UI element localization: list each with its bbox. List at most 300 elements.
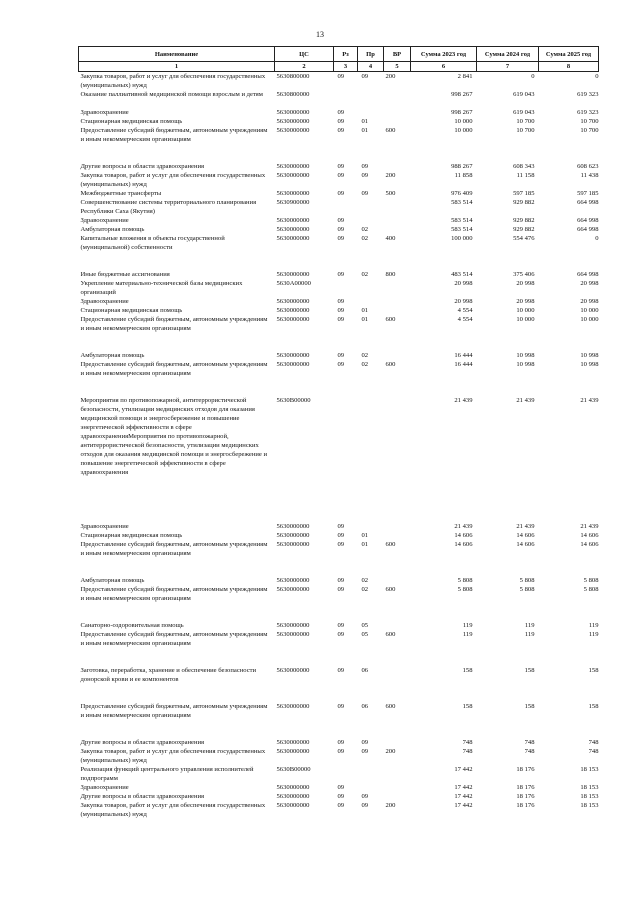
row-sum-2023: 748	[462, 748, 473, 755]
column-number: 4	[358, 62, 384, 72]
row-sum-2023: 119	[462, 622, 473, 629]
row-sum-2023: 583 514	[451, 199, 473, 206]
row-name: Иные бюджетные ассигнования	[80, 271, 170, 278]
row-rz: 09	[337, 523, 345, 530]
row-cs-code: 5630000000	[276, 217, 310, 224]
row-sum-2023: 4 554	[457, 307, 473, 314]
row-vr: 600	[385, 127, 396, 134]
row-sum-2023: 14 606	[454, 541, 473, 548]
row-sum-2024: 20 998	[516, 280, 535, 287]
table-row	[79, 225, 599, 234]
row-vr: 600	[385, 361, 396, 368]
row-sum-2025: 18 153	[580, 793, 599, 800]
row-cs-code: 5630000000	[276, 586, 310, 593]
row-sum-2025: 18 153	[580, 802, 599, 809]
row-cs-code: 5630000000	[276, 163, 310, 170]
row-sum-2024: 619 043	[513, 109, 535, 116]
table-row	[79, 279, 599, 297]
row-vr	[384, 198, 411, 216]
table-row	[79, 351, 599, 360]
row-sum-2025: 20 998	[580, 280, 599, 287]
row-name: Здравоохранение	[80, 523, 129, 530]
row-rz: 09	[337, 73, 345, 80]
row-rz: 09	[337, 739, 345, 746]
row-vr: 800	[385, 271, 396, 278]
row-rz: 09	[337, 109, 345, 116]
row-cs-code: 5630000000	[276, 577, 310, 584]
row-sum-2024: 20 998	[516, 298, 535, 305]
table-row	[79, 540, 599, 576]
row-cs-code: 5630000000	[276, 316, 310, 323]
row-vr: 600	[385, 631, 396, 638]
row-sum-2023: 10 000	[454, 127, 473, 134]
row-cs-code: 5630000000	[276, 622, 310, 629]
row-sum-2025: 158	[588, 667, 599, 674]
row-name: Капитальные вложения в объекты государственной (муниципальной) собственности	[80, 235, 225, 251]
table-row	[79, 522, 599, 531]
row-pr	[358, 108, 384, 117]
row-cs-code: 5630000000	[276, 541, 310, 548]
row-rz: 09	[337, 577, 345, 584]
row-vr	[384, 666, 411, 702]
row-pr: 09	[361, 190, 369, 197]
row-sum-2023: 17 442	[454, 784, 473, 791]
row-pr: 02	[361, 361, 369, 368]
row-name: Здравоохранение	[80, 109, 129, 116]
row-sum-2025: 119	[588, 622, 599, 629]
table-row	[79, 297, 599, 306]
table-row	[79, 306, 599, 315]
row-vr	[384, 225, 411, 234]
row-pr	[358, 783, 384, 792]
row-name: Предоставление субсидий бюджетным, автономным учреждениям и иным некоммерческим организациям	[80, 541, 268, 557]
row-cs-code: 5630000000	[276, 127, 310, 134]
row-sum-2024: 119	[524, 622, 535, 629]
row-sum-2024: 0	[531, 73, 535, 80]
row-rz	[334, 396, 358, 522]
row-sum-2024: 14 606	[516, 541, 535, 548]
table-row	[79, 90, 599, 108]
row-vr: 200	[385, 73, 396, 80]
row-sum-2025: 10 700	[580, 127, 599, 134]
row-pr: 02	[361, 577, 369, 584]
row-pr: 09	[361, 172, 369, 179]
row-sum-2024: 14 606	[516, 532, 535, 539]
table-row	[79, 738, 599, 747]
table-row	[79, 630, 599, 666]
row-sum-2023: 483 514	[451, 271, 473, 278]
row-cs-code: 5630A00000	[276, 280, 311, 287]
row-cs-code: 5630000000	[276, 793, 310, 800]
row-sum-2023: 20 998	[454, 280, 473, 287]
row-vr	[384, 162, 411, 171]
row-cs-code: 5630000000	[276, 190, 310, 197]
row-name: Стационарная медицинская помощь	[80, 118, 183, 125]
row-sum-2025: 10 998	[580, 361, 599, 368]
row-rz: 09	[337, 622, 345, 629]
row-sum-2024: 554 476	[513, 235, 535, 242]
row-cs-code: 5630800000	[276, 73, 310, 80]
row-vr	[384, 297, 411, 306]
row-vr	[384, 306, 411, 315]
row-pr: 06	[361, 667, 369, 674]
row-rz: 09	[337, 235, 345, 242]
table-row	[79, 198, 599, 216]
row-sum-2024: 18 176	[516, 784, 535, 791]
row-sum-2025: 619 323	[577, 91, 599, 98]
row-name: Мероприятия по противопожарной, антитеррористической безопасности, утилизации медицинских отходов для оказания медицинской помощи и энергосбережение и повышение энергетической эффективности в сфере здравоохраненияМероприятия по противопожарной, антитеррористической безопасности, утилизации медицинских отходов для оказания медицинской помощи и энергосбережение и повышение энергетической эффективности в сфере здравоохранения	[80, 397, 267, 476]
row-sum-2025: 619 323	[577, 109, 599, 116]
row-sum-2023: 748	[462, 739, 473, 746]
row-sum-2025: 18 153	[580, 766, 599, 773]
row-vr	[384, 279, 411, 297]
row-sum-2025: 10 000	[580, 307, 599, 314]
column-number: 5	[384, 62, 411, 72]
column-number: 6	[411, 62, 477, 72]
row-name: Амбулаторная помощь	[80, 226, 145, 233]
row-name: Межбюджетные трансферты	[80, 190, 162, 197]
row-rz: 09	[337, 316, 345, 323]
row-sum-2024: 10 000	[516, 307, 535, 314]
row-sum-2025: 119	[588, 631, 599, 638]
row-cs-code: 5630B00000	[276, 766, 311, 773]
row-sum-2025: 21 439	[580, 397, 599, 404]
header-sum-2025: Сумма 2025 год	[539, 47, 599, 62]
row-vr	[384, 117, 411, 126]
row-sum-2025: 664 998	[577, 271, 599, 278]
row-cs-code: 5630000000	[276, 361, 310, 368]
column-number: 8	[539, 62, 599, 72]
row-sum-2023: 119	[462, 631, 473, 638]
row-sum-2023: 998 267	[451, 109, 473, 116]
row-sum-2024: 158	[524, 667, 535, 674]
row-pr: 06	[361, 703, 369, 710]
header-sum-2024: Сумма 2024 год	[477, 47, 539, 62]
row-pr	[358, 279, 384, 297]
row-pr: 05	[361, 631, 369, 638]
row-sum-2023: 976 409	[451, 190, 473, 197]
row-name: Закупка товаров, работ и услуг для обеспечения государственных (муниципальных) нужд	[80, 172, 266, 188]
row-sum-2024: 10 700	[516, 118, 535, 125]
row-vr	[384, 216, 411, 225]
row-sum-2023: 11 858	[454, 172, 473, 179]
row-cs-code: 5630000000	[276, 298, 310, 305]
row-rz: 09	[337, 586, 345, 593]
row-sum-2024: 5 808	[519, 586, 535, 593]
row-vr	[384, 621, 411, 630]
row-name: Закупка товаров, работ и услуг для обеспечения государственных (муниципальных) нужд	[80, 748, 266, 764]
row-pr: 01	[361, 127, 369, 134]
row-sum-2024: 10 998	[516, 361, 535, 368]
row-cs-code: 5630800000	[276, 91, 310, 98]
table-row	[79, 315, 599, 351]
row-sum-2023: 16 444	[454, 352, 473, 359]
row-sum-2025: 158	[588, 703, 599, 710]
row-rz: 09	[337, 361, 345, 368]
row-pr: 09	[361, 73, 369, 80]
row-sum-2025: 664 998	[577, 199, 599, 206]
row-sum-2023: 17 442	[454, 766, 473, 773]
row-name: Реализация функций центрального управления исполнителей подпрограмм	[80, 766, 254, 782]
row-name: Заготовка, переработка, хранение и обеспечение безопасности донорской крови и ее компонентов	[80, 667, 257, 683]
row-sum-2023: 21 439	[454, 523, 473, 530]
row-vr: 600	[385, 541, 396, 548]
row-sum-2023: 17 442	[454, 793, 473, 800]
row-name: Стационарная медицинская помощь	[80, 532, 183, 539]
table-row	[79, 171, 599, 189]
row-sum-2024: 21 439	[516, 397, 535, 404]
table-row	[79, 783, 599, 792]
row-vr	[384, 351, 411, 360]
row-cs-code: 5630B00000	[276, 397, 311, 404]
header-rz: Рз	[334, 47, 358, 62]
row-rz: 09	[337, 307, 345, 314]
row-name: Другие вопросы в области здравоохранения	[80, 163, 205, 170]
row-name: Предоставление субсидий бюджетным, автономным учреждениям и иным некоммерческим организациям	[80, 586, 268, 602]
table-row	[79, 189, 599, 198]
header-vr: ВР	[384, 47, 411, 62]
row-sum-2024: 158	[524, 703, 535, 710]
row-name: Закупка товаров, работ и услуг для обеспечения государственных (муниципальных) нужд	[80, 802, 266, 818]
table-row	[79, 765, 599, 783]
row-rz: 09	[337, 532, 345, 539]
row-pr	[358, 198, 384, 216]
row-rz: 09	[337, 163, 345, 170]
row-sum-2025: 14 606	[580, 532, 599, 539]
row-sum-2024: 21 439	[516, 523, 535, 530]
row-sum-2025: 608 623	[577, 163, 599, 170]
row-name: Оказание паллиативной медицинской помощи взрослым и детям	[80, 91, 263, 98]
row-rz: 09	[337, 352, 345, 359]
row-vr	[384, 90, 411, 108]
row-sum-2024: 5 808	[519, 577, 535, 584]
row-sum-2025: 21 439	[580, 523, 599, 530]
row-sum-2024: 929 882	[513, 226, 535, 233]
row-vr	[384, 576, 411, 585]
row-sum-2023: 2 841	[457, 73, 473, 80]
table-row	[79, 396, 599, 522]
table-row	[79, 270, 599, 279]
row-sum-2024: 929 882	[513, 217, 535, 224]
row-sum-2023: 20 998	[454, 298, 473, 305]
row-sum-2024: 597 185	[513, 190, 535, 197]
row-sum-2023: 158	[462, 667, 473, 674]
row-cs-code: 5630000000	[276, 748, 310, 755]
row-pr	[358, 522, 384, 531]
row-name: Санаторно-оздоровительная помощь	[80, 622, 184, 629]
row-rz	[334, 765, 358, 783]
row-name: Здравоохранение	[80, 784, 129, 791]
row-rz: 09	[337, 226, 345, 233]
row-sum-2025: 0	[595, 235, 599, 242]
row-sum-2024: 608 343	[513, 163, 535, 170]
row-cs-code: 5630000000	[276, 631, 310, 638]
row-pr: 02	[361, 235, 369, 242]
row-vr: 600	[385, 586, 396, 593]
row-pr	[358, 765, 384, 783]
table-row	[79, 117, 599, 126]
row-sum-2023: 100 000	[451, 235, 473, 242]
row-name: Закупка товаров, работ и услуг для обеспечения государственных (муниципальных) нужд	[80, 73, 266, 89]
row-sum-2025: 748	[588, 748, 599, 755]
row-rz: 09	[337, 793, 345, 800]
row-sum-2025: 18 153	[580, 784, 599, 791]
table-row	[79, 702, 599, 738]
row-sum-2024: 619 043	[513, 91, 535, 98]
row-sum-2024: 375 406	[513, 271, 535, 278]
row-sum-2025: 10 998	[580, 352, 599, 359]
header-name: Наименование	[79, 47, 275, 62]
row-vr	[384, 531, 411, 540]
row-pr: 05	[361, 622, 369, 629]
row-vr	[384, 738, 411, 747]
row-name: Здравоохранение	[80, 217, 129, 224]
row-cs-code: 5630000000	[276, 523, 310, 530]
row-name: Стационарная медицинская помощь	[80, 307, 183, 314]
row-cs-code: 5630000000	[276, 532, 310, 539]
row-sum-2025: 5 808	[583, 586, 599, 593]
row-pr	[358, 297, 384, 306]
row-rz: 09	[337, 271, 345, 278]
row-sum-2024: 929 882	[513, 199, 535, 206]
row-vr: 400	[385, 235, 396, 242]
row-pr	[358, 216, 384, 225]
table-row	[79, 666, 599, 702]
row-name: Предоставление субсидий бюджетным, автономным учреждениям и иным некоммерческим организациям	[80, 703, 268, 719]
row-vr	[384, 522, 411, 531]
row-sum-2023: 998 267	[451, 91, 473, 98]
table-row	[79, 216, 599, 225]
row-rz: 09	[337, 118, 345, 125]
row-rz: 09	[337, 190, 345, 197]
row-rz: 09	[337, 127, 345, 134]
row-sum-2024: 18 176	[516, 802, 535, 809]
table-row	[79, 162, 599, 171]
column-number: 7	[477, 62, 539, 72]
row-pr	[358, 90, 384, 108]
row-pr: 09	[361, 163, 369, 170]
row-sum-2024: 748	[524, 748, 535, 755]
column-number: 2	[275, 62, 334, 72]
row-sum-2025: 20 998	[580, 298, 599, 305]
row-sum-2024: 11 158	[516, 172, 535, 179]
row-pr: 02	[361, 586, 369, 593]
row-cs-code: 5630000000	[276, 226, 310, 233]
table-row	[79, 234, 599, 270]
row-cs-code: 5630900000	[276, 199, 310, 206]
row-pr: 09	[361, 748, 369, 755]
row-sum-2023: 14 606	[454, 532, 473, 539]
row-vr: 200	[385, 802, 396, 809]
row-name: Укрепление материально-технической базы медицинских организаций	[80, 280, 243, 296]
row-rz: 09	[337, 631, 345, 638]
row-vr: 200	[385, 748, 396, 755]
row-sum-2023: 4 554	[457, 316, 473, 323]
row-vr	[384, 108, 411, 117]
table-row	[79, 792, 599, 801]
header-pr: Пр	[358, 47, 384, 62]
row-sum-2023: 158	[462, 703, 473, 710]
column-number-row	[79, 62, 599, 72]
header-sum-2023: Сумма 2023 год	[411, 47, 477, 62]
row-cs-code: 5630000000	[276, 118, 310, 125]
row-sum-2025: 0	[595, 73, 599, 80]
row-vr	[384, 792, 411, 801]
budget-table	[78, 46, 599, 819]
table-header-row	[79, 47, 599, 62]
row-name: Предоставление субсидий бюджетным, автономным учреждениям и иным некоммерческим организациям	[80, 127, 268, 143]
row-rz: 09	[337, 172, 345, 179]
row-vr: 600	[385, 703, 396, 710]
row-sum-2025: 664 998	[577, 226, 599, 233]
row-rz: 09	[337, 667, 345, 674]
row-sum-2025: 14 606	[580, 541, 599, 548]
row-sum-2023: 5 808	[457, 586, 473, 593]
page-number: 13	[316, 30, 324, 39]
row-sum-2025: 748	[588, 739, 599, 746]
row-rz: 09	[337, 217, 345, 224]
row-sum-2023: 17 442	[454, 802, 473, 809]
row-pr: 01	[361, 118, 369, 125]
row-sum-2023: 10 000	[454, 118, 473, 125]
row-rz: 09	[337, 748, 345, 755]
row-pr: 09	[361, 739, 369, 746]
table-row	[79, 108, 599, 117]
row-sum-2025: 10 000	[580, 316, 599, 323]
row-rz: 09	[337, 703, 345, 710]
row-name: Совершенствование системы территориального планирования Республики Саха (Якутия)	[80, 199, 257, 215]
row-sum-2024: 119	[524, 631, 535, 638]
row-pr: 09	[361, 802, 369, 809]
row-name: Другие вопросы в области здравоохранения	[80, 793, 205, 800]
row-pr: 01	[361, 307, 369, 314]
row-cs-code: 5630000000	[276, 109, 310, 116]
row-name: Здравоохранение	[80, 298, 129, 305]
row-cs-code: 5630000000	[276, 784, 310, 791]
row-sum-2024: 10 998	[516, 352, 535, 359]
row-rz	[334, 279, 358, 297]
row-cs-code: 5630000000	[276, 172, 310, 179]
table-row	[79, 531, 599, 540]
row-sum-2023: 583 514	[451, 226, 473, 233]
row-rz: 09	[337, 541, 345, 548]
table-row	[79, 747, 599, 765]
row-sum-2023: 5 808	[457, 577, 473, 584]
row-sum-2025: 597 185	[577, 190, 599, 197]
row-sum-2023: 21 439	[454, 397, 473, 404]
row-sum-2025: 5 808	[583, 577, 599, 584]
row-cs-code: 5630000000	[276, 307, 310, 314]
row-name: Предоставление субсидий бюджетным, автономным учреждениям и иным некоммерческим организациям	[80, 316, 268, 332]
row-rz	[334, 198, 358, 216]
table-row	[79, 585, 599, 621]
row-sum-2024: 10 000	[516, 316, 535, 323]
row-vr	[384, 765, 411, 783]
row-sum-2025: 11 438	[580, 172, 599, 179]
row-cs-code: 5630000000	[276, 271, 310, 278]
header-cs: ЦС	[275, 47, 334, 62]
row-vr: 600	[385, 316, 396, 323]
row-name: Предоставление субсидий бюджетным, автономным учреждениям и иным некоммерческим организациям	[80, 361, 268, 377]
row-sum-2025: 664 998	[577, 217, 599, 224]
row-cs-code: 5630000000	[276, 667, 310, 674]
table-row	[79, 621, 599, 630]
table-row	[79, 576, 599, 585]
row-cs-code: 5630000000	[276, 352, 310, 359]
row-cs-code: 5630000000	[276, 739, 310, 746]
row-vr: 200	[385, 172, 396, 179]
row-pr	[358, 396, 384, 522]
